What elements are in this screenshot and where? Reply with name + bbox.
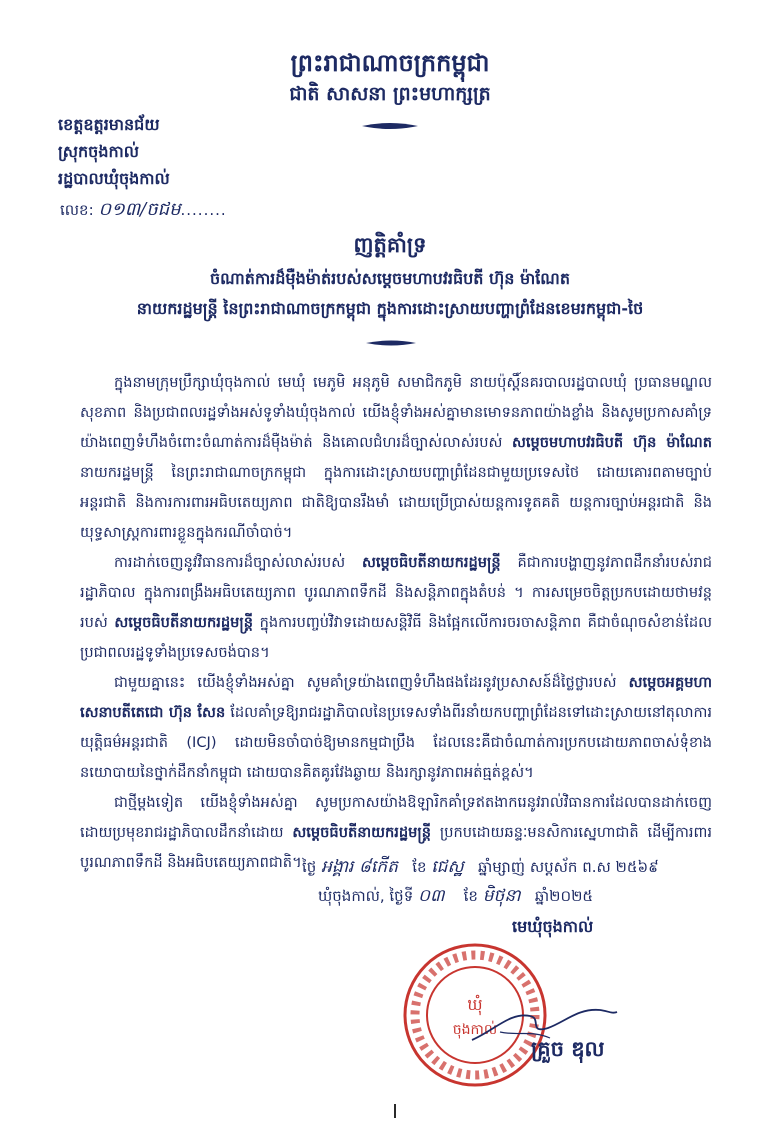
document-title: ញត្តិគាំទ្រ — [353, 233, 427, 257]
seal-text-bottom: ចុងកាល់ — [452, 1022, 498, 1038]
seal-text-top: ឃុំ — [467, 995, 483, 1014]
day-handwritten: ០៣ — [418, 886, 445, 906]
ref-suffix-handwritten: /ចជម — [140, 199, 181, 220]
month-handwritten: មិថុនា — [482, 886, 521, 906]
ornament-divider — [362, 120, 418, 132]
document-subtitle-line1: ចំណាត់ការដ៏ម៉ឺងម៉ាត់របស់សម្ដេចមហាបវរធិបតី ហ៊ុន ម៉ាណែត — [210, 269, 570, 288]
reference-number — [60, 197, 227, 224]
signatory-name: គ្រួច ឌុល — [531, 1037, 605, 1061]
commune-admin-name: រដ្ឋបាលឃុំចុងកាល់ — [58, 169, 170, 188]
ref-label: លេខ: — [60, 201, 94, 219]
lunar-day-handwritten: អង្គារ ៨កើត — [321, 857, 398, 877]
lunar-year: ឆ្នាំម្សាញ់ សប្តស័ក ព.ស ២៥៦៩ — [477, 858, 659, 876]
solar-date-line: ឃុំចុងកាល់, ថ្ងៃទី ០៣ ខែ មិថុនា ឆ្នាំ២០២៥ — [318, 886, 594, 906]
document-body — [80, 368, 712, 878]
body-paragraph-1: ក្នុងនាមក្រុមប្រឹក្សាឃុំចុងកាល់ មេឃុំ មេភូមិ អនុភូមិ សមាជិកភូមិ នាយប៉ុស្តិ៍នគរបាលរដ្ឋបាលឃុំ ប្រធានមណ្ឌលសុខភាព និងប្រជាពលរដ្ឋទាំងអស់ទូទាំងឃុំចុងកាល់ យើងខ្ញុំទាំងអស់គ្នាមានមោទនភាពយ៉ាងខ្លាំង និងសូមប្រកាសគាំទ្រយ៉ាងពេញទំហឹងចំពោះចំណាត់ការដ៏ម៉ឺងម៉ាត់ និងគោលជំហរដ៏ច្បាស់លាស់របស់ សម្តេចមហាបវរធិបតី ហ៊ុន ម៉ាណែត នាយករដ្ឋមន្ត្រី នៃព្រះរាជាណាចក្រកម្ពុជា ក្នុងការដោះស្រាយបញ្ហាព្រំដែនជាមួយប្រទេសថៃ ដោយគោរពតាមច្បាប់អន្តរជាតិ និងការការពារអធិបតេយ្យភាព ជាតិឱ្យបានរឹងមាំ ដោយប្រើប្រាស់យន្តការទូតគតិ យន្តការច្បាប់អន្តរជាតិ និងយុទ្ធសាស្ត្រការពារខ្លួនក្នុងករណីចាំបាច់។ — [80, 374, 712, 541]
page-edge-mark — [394, 1104, 396, 1118]
national-motto: ជាតិ សាសនា ព្រះមហាក្សត្រ — [289, 83, 491, 105]
district-name: ស្រុកចុងកាល់ — [58, 142, 139, 161]
lunar-month-handwritten: ជេស្ឋ — [431, 857, 464, 877]
body-paragraph-2: ការដាក់ចេញនូវវិធានការដ៏ច្បាស់លាស់របស់ សម្តេចធិបតីនាយករដ្ឋមន្ត្រី គឺជាការបង្ហាញនូវភាពដឹកនាំរបស់រាជរដ្ឋាភិបាល ក្នុងការពង្រឹងអធិបតេយ្យភាព បូរណភាពទឹកដី និងសន្តិភាពក្នុងតំបន់ ។ ការសម្រេចចិត្តប្រកបដោយថាមវន្តរបស់ សម្តេចធិបតីនាយករដ្ឋមន្ត្រី ក្នុងការបញ្ចប់វិវាទដោយសន្តិវិធី និងផ្អែកលើការចរចាសន្តិភាព គឺជាចំណុចសំខាន់ដែលប្រជាពលរដ្ឋទូទាំងប្រទេសចង់បាន។ — [80, 554, 712, 661]
ref-number-handwritten: ០១៣ — [98, 199, 141, 220]
lunar-date-line: ថ្ងៃ អង្គារ ៨កើត ខែ ជេស្ឋ ឆ្នាំម្សាញ់ សប្តស័ក ព.ស ២៥៦៩ — [302, 857, 659, 877]
signatory-title: មេឃុំចុងកាល់ — [512, 917, 594, 936]
document-subtitle-line2: នាយករដ្ឋមន្ត្រី នៃព្រះរាជាណាចក្រកម្ពុជា ក្នុងការដោះស្រាយបញ្ហាព្រំដែនខេមរកម្ពុជា-ថៃ — [136, 299, 644, 318]
ornament-divider-2 — [366, 338, 416, 348]
ref-dots: ........ — [180, 201, 227, 219]
body-paragraph-3: ជាមួយគ្នានេះ យើងខ្ញុំទាំងអស់គ្នា សូមគាំទ្រយ៉ាងពេញទំហឹងផងដែរនូវប្រសាសន៍ដ៏ថ្លៃថ្លារបស់ សម្តេចអគ្គមហាសេនាបតីតេជោ ហ៊ុន សែន ដែលគាំទ្រឱ្យរាជរដ្ឋាភិបាលនៃប្រទេសទាំងពីរនាំយកបញ្ហាព្រំដែនទៅដោះស្រាយនៅតុលាការយុត្តិធម៌អន្តរជាតិ (ICJ) ដោយមិនចាំបាច់ឱ្យមានកម្មជាប្រឹង ដែលនេះគឺជាចំណាត់ការប្រកបដោយភាពចាស់ទុំខាងនយោបាយនៃថ្នាក់ដឹកនាំកម្ពុជា ដោយបានគិតគូរវែងឆ្ងាយ និងរក្សានូវភាពអត់ធ្មត់ខ្ពស់។ — [80, 674, 713, 781]
year: ឆ្នាំ២០២៥ — [534, 887, 594, 905]
kingdom-heading: ព្រះរាជាណាចក្រកម្ពុជា — [290, 49, 490, 77]
body-paragraph-4: ជាថ្មីម្ដងទៀត យើងខ្ញុំទាំងអស់គ្នា សូមប្រកាសយ៉ាងឱឡារិកគាំទ្រឥតងាករេនូវរាល់វិធានការដែលបានដាក់ចេញដោយប្រមុខរាជរដ្ឋាភិបាលដឹកនាំដោយ សម្តេចធិបតីនាយករដ្ឋមន្ត្រី ប្រកបដោយឆន្ទៈមនសិការស្នេហាជាតិ ដើម្បីការពារបូរណភាពទឹកដី និងអធិបតេយ្យភាពជាតិ។ — [80, 794, 713, 871]
province-name: ខេត្តឧត្ដរមានជ័យ — [58, 115, 160, 134]
